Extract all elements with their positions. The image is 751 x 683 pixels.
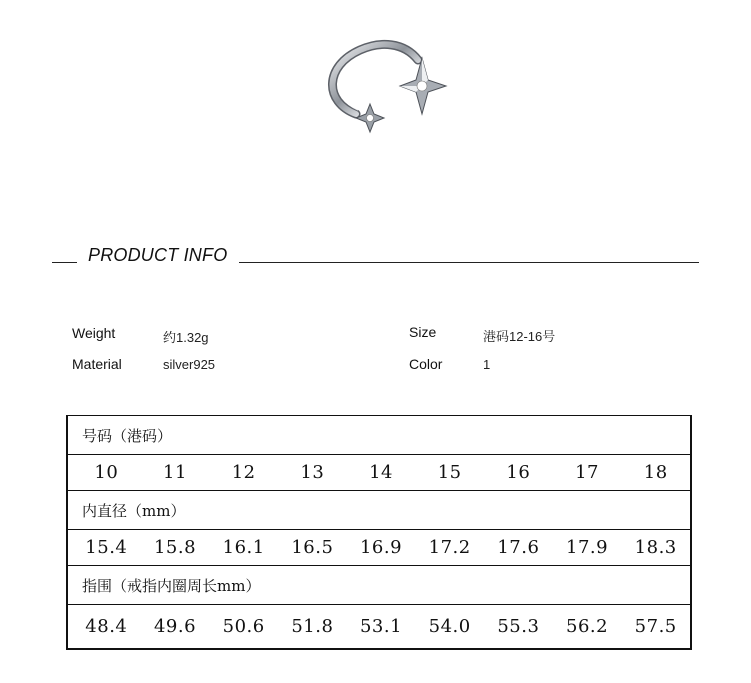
circumference-values-row — [67, 605, 691, 649]
diameter-cell: 15.8 — [153, 537, 197, 558]
diameter-cell: 16.5 — [291, 537, 334, 558]
circumference-cell: 56.2 — [566, 615, 609, 637]
size-cell: 13 — [300, 462, 325, 483]
diameter-cell: 16.1 — [222, 537, 265, 558]
circumference-cell: 57.5 — [634, 615, 677, 637]
size-cell: 11 — [163, 462, 187, 483]
circumference-cell: 49.6 — [153, 615, 197, 637]
size-header-row — [67, 416, 691, 455]
size-cell: 17 — [575, 462, 599, 483]
header-rule-right — [239, 262, 699, 263]
size-cell: 14 — [369, 462, 393, 483]
diameter-cell: 17.6 — [497, 537, 540, 558]
section-title: PRODUCT INFO — [88, 245, 228, 265]
size-value: 港码12-16号 — [483, 329, 556, 344]
size-cell: 16 — [506, 462, 531, 483]
color-label: Color — [409, 356, 443, 372]
size-cell: 10 — [94, 462, 119, 483]
header-rule-left — [52, 262, 77, 263]
size-cell: 12 — [231, 462, 256, 483]
circumference-cell: 51.8 — [291, 615, 334, 637]
size-label: Size — [409, 324, 437, 340]
size-cell: 15 — [437, 462, 462, 483]
size-header: 号码（港码） — [67, 416, 691, 455]
ring-size-table — [66, 415, 692, 650]
weight-value: 约1.32g — [163, 330, 209, 345]
diameter-header-row — [67, 491, 691, 530]
star-ring-image — [318, 36, 448, 138]
size-cell: 18 — [643, 462, 668, 483]
diameter-cell: 17.9 — [566, 537, 609, 558]
product-info-header — [0, 244, 751, 268]
diameter-cell: 16.9 — [359, 537, 403, 558]
circumference-cell: 53.1 — [359, 615, 403, 637]
diameter-header: 内直径（mm） — [67, 491, 691, 530]
color-value: 1 — [483, 357, 491, 372]
diameter-cell: 15.4 — [85, 537, 128, 558]
circumference-header-row — [67, 566, 691, 605]
material-value: silver925 — [163, 357, 216, 372]
diameter-cell: 17.2 — [428, 537, 471, 558]
circumference-cell: 55.3 — [497, 615, 540, 637]
weight-label: Weight — [72, 325, 116, 341]
circumference-header: 指围（戒指内圈周长mm） — [67, 566, 691, 605]
circumference-cell: 48.4 — [85, 615, 128, 637]
material-label: Material — [72, 356, 122, 372]
diameter-cell: 18.3 — [634, 537, 677, 558]
diameter-values-row — [67, 530, 691, 566]
ring-illustration — [318, 36, 448, 138]
circumference-cell: 50.6 — [222, 615, 265, 637]
circumference-cell: 54.0 — [428, 615, 471, 637]
size-values-row — [67, 455, 691, 491]
